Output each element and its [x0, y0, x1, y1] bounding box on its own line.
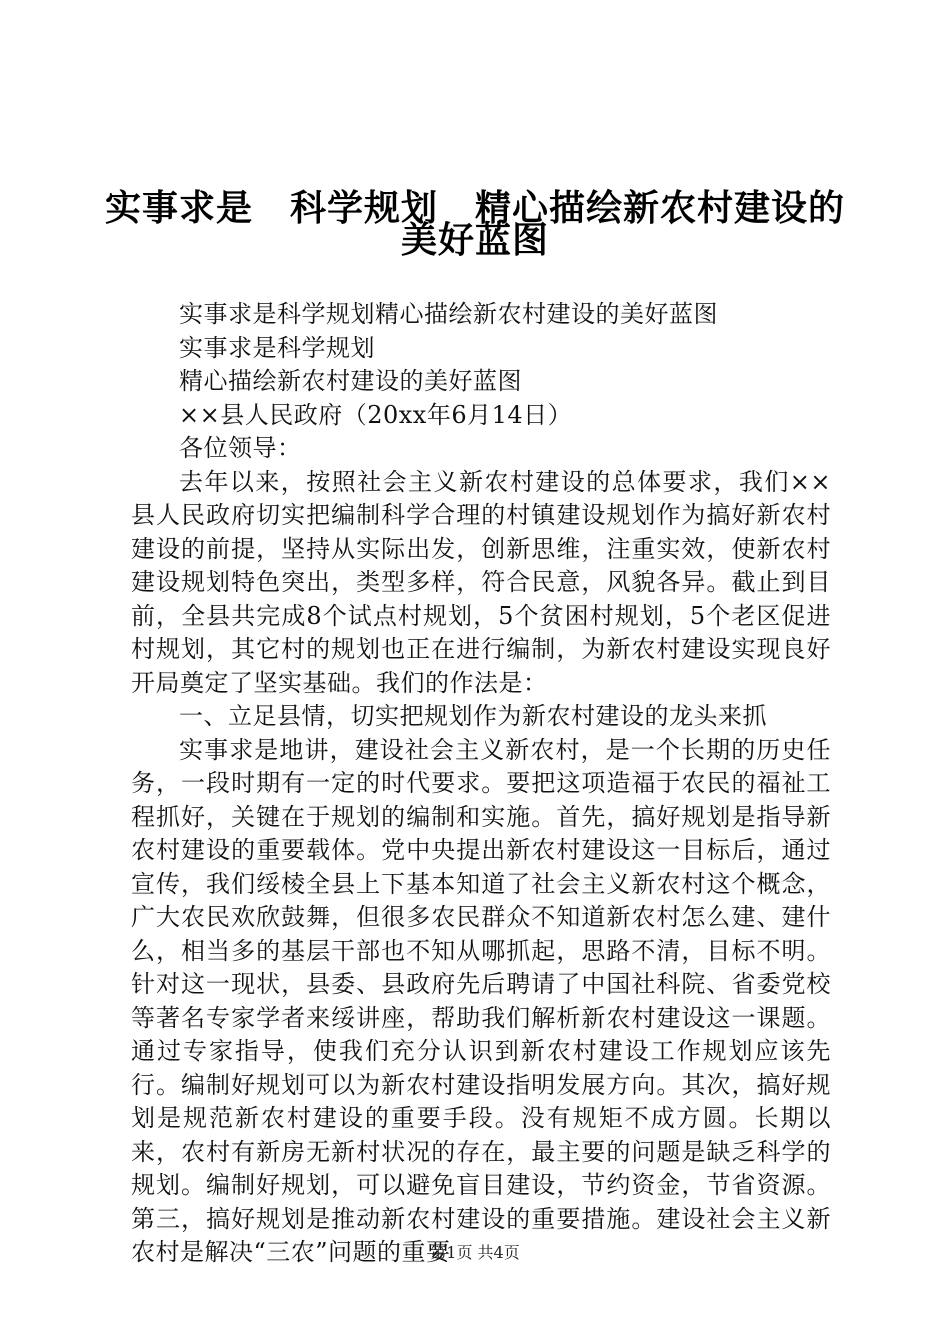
paragraph-intro: 去年以来，按照社会主义新农村建设的总体要求，我们××县人民政府切实把编制科学合理的村镇建设规划作为搞好新农村建设的前提，坚持从实际出发，创新思维，注重实效，使新农村建设规划特色突出，类型多样，符合民意，风貌各异。截止到目前，全县共完成8个试点村规划，5个贫困村规划，5个老区促进村规划，其它村的规划也正在进行编制，为新农村建设实现良好开局奠定了坚实基础。我们的作法是：: [131, 467, 831, 697]
paragraph-subtitle-2: 精心描绘新农村建设的美好蓝图: [179, 367, 522, 395]
paragraph-full-title: 实事求是科学规划精心描绘新农村建设的美好蓝图: [179, 300, 718, 328]
document-title-line-2: 美好蓝图: [400, 220, 549, 261]
paragraph-section-body-1: 实事求是地讲，建设社会主义新农村，是一个长期的历史任务，一段时期有一定的时代要求。要把这项造福于农民的福祉工程抓好，关键在于规划的编制和实施。首先，搞好规划是指导新农村建设的重要载体。党中央提出新农村建设这一目标后，通过宣传，我们绥棱全县上下基本知道了社会主义新农村这个概念，广大农民欢欣鼓舞，但很多农民群众不知道新农村怎么建、建什么，相当多的基层干部也不知从哪抓起，思路不清，目标不明。针对这一现状，县委、县政府先后聘请了中国社科院、省委党校等著名专家学者来绥讲座，帮助我们解析新农村建设这一课题。通过专家指导，使我们充分认识到新农村建设工作规划应该先行。编制好规划可以为新农村建设指明发展方向。其次，搞好规划是规范新农村建设的重要手段。没有规矩不成方圆。长期以来，农村有新房无新村状况的存在，最主要的问题是缺乏科学的规划。编制好规划，可以避免盲目建设，节约资金，节省资源。第三，搞好规划是推动新农村建设的重要措施。建设社会主义新农村是解决“三农”问题的重要: [131, 735, 831, 1266]
paragraph-section-heading-1: 一、立足县情，切实把规划作为新农村建设的龙头来抓: [179, 702, 767, 730]
document-title-line-1: 实事求是 科学规划 精心描绘新农村建设的: [104, 188, 845, 229]
page-footer: 第1页 共4页: [430, 1243, 520, 1262]
paragraph-salutation: 各位领导：: [179, 434, 302, 462]
paragraph-author-date: ××县人民政府（20xx年6月14日）: [179, 400, 573, 429]
document-body: [131, 298, 831, 1270]
paragraph-subtitle-1: 实事求是科学规划: [179, 333, 375, 362]
